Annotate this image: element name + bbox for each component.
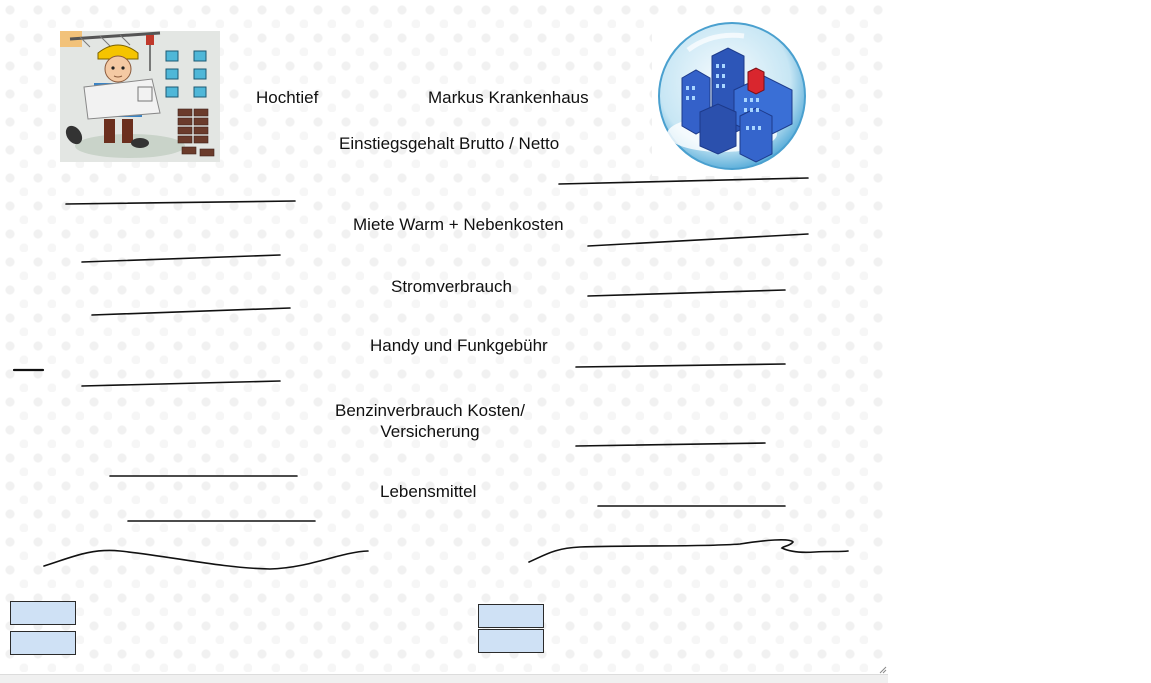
left-salary-line — [66, 201, 295, 204]
right-fuel-line — [576, 443, 765, 446]
right-salary-line — [559, 178, 808, 184]
food-label: Lebensmittel — [380, 482, 477, 501]
right-electricity-line — [588, 290, 785, 296]
left-phone-line — [82, 381, 280, 386]
right-result-box-2[interactable] — [478, 629, 544, 653]
electricity-label: Stromverbrauch — [391, 277, 512, 296]
phone-label: Handy und Funkgebühr — [370, 336, 548, 355]
salary-label: Einstiegsgehalt Brutto / Netto — [339, 134, 560, 153]
right-total-wave — [529, 540, 848, 562]
right-company-heading: Markus Krankenhaus — [428, 88, 589, 107]
left-rent-line — [82, 255, 280, 262]
fuel-label-line2: Versicherung — [380, 422, 480, 441]
left-result-box-2[interactable] — [10, 631, 76, 655]
right-rent-line — [588, 234, 808, 246]
left-company-heading: Hochtief — [256, 88, 319, 107]
left-electricity-line — [92, 308, 290, 315]
right-result-box-1[interactable] — [478, 604, 544, 628]
left-total-wave — [44, 550, 368, 569]
rent-label: Miete Warm + Nebenkosten — [353, 215, 564, 234]
left-result-box-1[interactable] — [10, 601, 76, 625]
right-phone-line — [576, 364, 785, 367]
resize-grip-icon[interactable] — [879, 666, 887, 674]
fuel-label-line1: Benzinverbrauch Kosten/ — [335, 401, 525, 420]
